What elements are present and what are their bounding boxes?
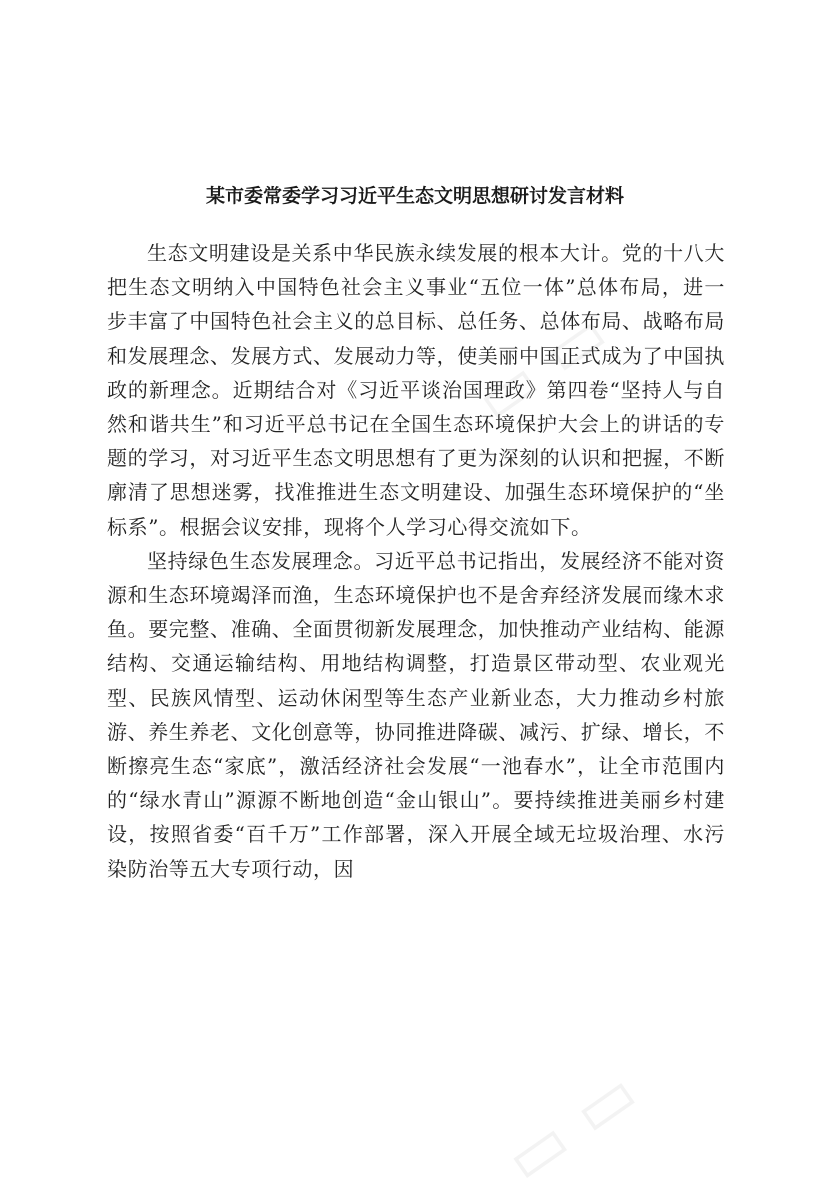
watermark-shape: ▭ ▭ <box>461 295 622 439</box>
body-paragraph: 坚持绿色生态发展理念。习近平总书记指出，发展经济不能对资源和生态环境竭泽而渔，生态环境保护也不是舍弃经济发展而缘木求鱼。要完整、准确、全面贯彻新发展理念，加快推动产业结构、能源结构、交通运输结构、用地结构调整，打造景区带动型、农业观光型、民族风情型、运动休闲型等生态产业新业态，大力推动乡村旅游、养生养老、文化创意等，协同推进降碳、减污、扩绿、增长，不断擦亮生态“家底”，激活经济社会发展“一池春水”，让全市范围内的“绿水青山”源源不断地创造“金山银山”。要持续推进美丽乡村建设，按照省委“百千万”工作部署，深入开展全域无垃圾治理、水污染防治等五大专项行动，因 <box>107 548 725 881</box>
document-title: 某市委常委学习习近平生态文明思想研讨发言材料 <box>205 185 624 207</box>
document-body <box>107 236 725 886</box>
body-paragraph: 生态文明建设是关系中华民族永续发展的根本大计。党的十八大把生态文明纳入中国特色社会主义事业“五位一体”总体布局，进一步丰富了中国特色社会主义的总目标、总任务、总体布局、战略布局和发展理念、发展方式、发展动力等，使美丽中国正式成为了中国执政的新理念。近期结合对《习近平谈治国理政》第四卷“坚持人与自然和谐共生”和习近平总书记在全国生态环境保护大会上的讲话的专题的学习，对习近平生态文明思想有了更为深刻的认识和把握，不断廓清了思想迷雾，找准推进生态文明建设、加强生态环境保护的“坐标系”。根据会议安排，现将个人学习心得交流如下。 <box>107 241 725 539</box>
watermark-shape: ▭ ▭ <box>491 1055 652 1198</box>
